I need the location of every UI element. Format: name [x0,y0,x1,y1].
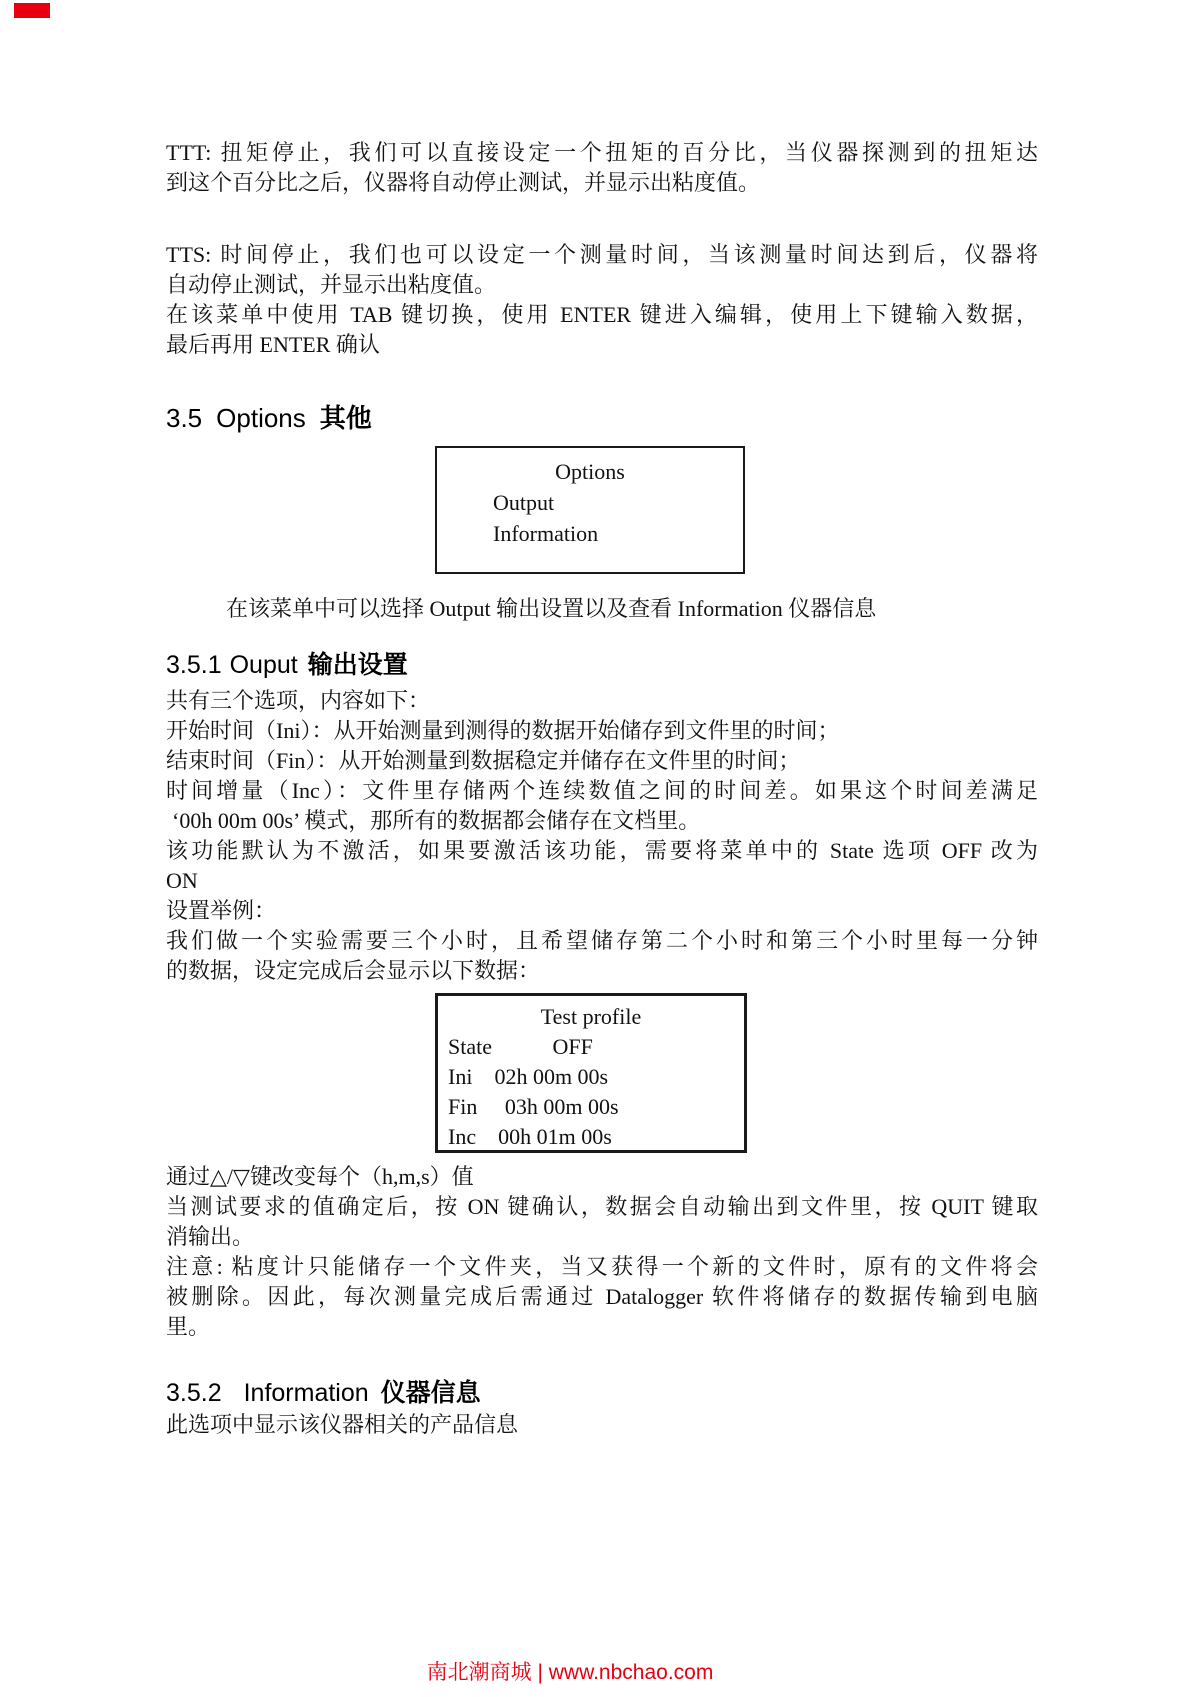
paragraph-line: 结束时间（Fin）：从开始测量到数据稳定并储存在文件里的时间； [166,748,801,773]
menu-item-information: Information [493,521,599,546]
menu-caption: 在该菜单中可以选择 Output 输出设置以及查看 Information 仪器信息 [226,596,877,621]
heading-number: 3.5.1 [166,651,222,679]
heading-number: 3.5.2 [166,1379,222,1407]
heading-latin: Ouput [229,651,298,679]
test-profile-box [435,993,747,1153]
paragraph-line: 消输出。 [166,1224,255,1249]
heading-chinese: 仪器信息 [380,1379,481,1407]
paragraph-line: 里。 [166,1314,211,1339]
profile-row-state: State OFF [448,1034,593,1059]
paragraph-line: ‘00h 00m 00s’ 模式，那所有的数据都会储存在文档里。 [172,808,701,833]
paragraph-line: 时间增量（Inc）：文件里存储两个连续数值之间的时间差。如果这个时间差满足 [166,778,1038,803]
paragraph-line: ON [166,868,198,893]
profile-row-fin: Fin 03h 00m 00s [448,1094,619,1119]
footer-watermark: 南北潮商城 | www.nbchao.com [426,1661,714,1684]
paragraph-line: 到这个百分比之后，仪器将自动停止测试，并显示出粘度值。 [166,170,761,195]
menu-title: Options [555,459,625,484]
paragraph-line: TTS: 时间停止，我们也可以设定一个测量时间，当该测量时间达到后，仪器将 [166,242,1038,267]
paragraph-line: 最后再用 ENTER 确认 [166,332,380,357]
paragraph-line: 我们做一个实验需要三个小时，且希望储存第二个小时和第三个小时里每一分钟 [166,928,1038,953]
paragraph-line: 共有三个选项，内容如下： [166,688,431,713]
paragraph-line: 被删除。因此，每次测量完成后需通过 Datalogger 软件将储存的数据传输到电脑 [166,1284,1038,1309]
heading-chinese: 输出设置 [307,651,408,679]
page-body [166,138,1038,1440]
profile-row-ini: Ini 02h 00m 00s [448,1064,609,1089]
menu-item-output: Output [493,490,555,515]
paragraph-line: 该功能默认为不激活，如果要激活该功能，需要将菜单中的 State 选项 OFF 改为 [166,838,1038,863]
paragraph-line: 在该菜单中使用 TAB 键切换，使用 ENTER 键进入编辑，使用上下键输入数据， [166,302,1038,327]
paragraph-line: 的数据，设定完成后会显示以下数据： [166,958,541,983]
profile-row-inc: Inc 00h 01m 00s [448,1124,612,1149]
heading-latin: Information [243,1379,369,1407]
section-heading-3-5-2 [166,1376,1038,1410]
heading-chinese: 其他 [319,403,372,433]
paragraph-line: 开始时间（Ini）：从开始测量到测得的数据开始储存到文件里的时间； [166,718,840,743]
paragraph-line: 当测试要求的值确定后，按 ON 键确认，数据会自动输出到文件里，按 QUIT 键取 [166,1194,1038,1219]
section-heading-3-5 [166,400,1038,436]
paragraph-line: 注意: 粘度计只能储存一个文件夹，当又获得一个新的文件时，原有的文件将会 [166,1254,1038,1279]
paragraph-line: 设置举例： [166,898,277,923]
paragraph-line: 通过△/▽键改变每个（h,m,s）值 [166,1164,474,1189]
test-profile-title: Test profile [540,1004,642,1029]
paragraph-line: 此选项中显示该仪器相关的产品信息 [166,1412,519,1437]
options-menu-box [435,446,745,574]
heading-latin: Options [216,403,306,433]
paragraph-line: 自动停止测试，并显示出粘度值。 [166,272,497,297]
paragraph-line: TTT: 扭矩停止，我们可以直接设定一个扭矩的百分比，当仪器探测到的扭矩达 [166,140,1038,165]
red-corner-mark [14,3,50,18]
heading-number: 3.5 [166,403,203,433]
section-heading-3-5-1 [166,648,1038,682]
